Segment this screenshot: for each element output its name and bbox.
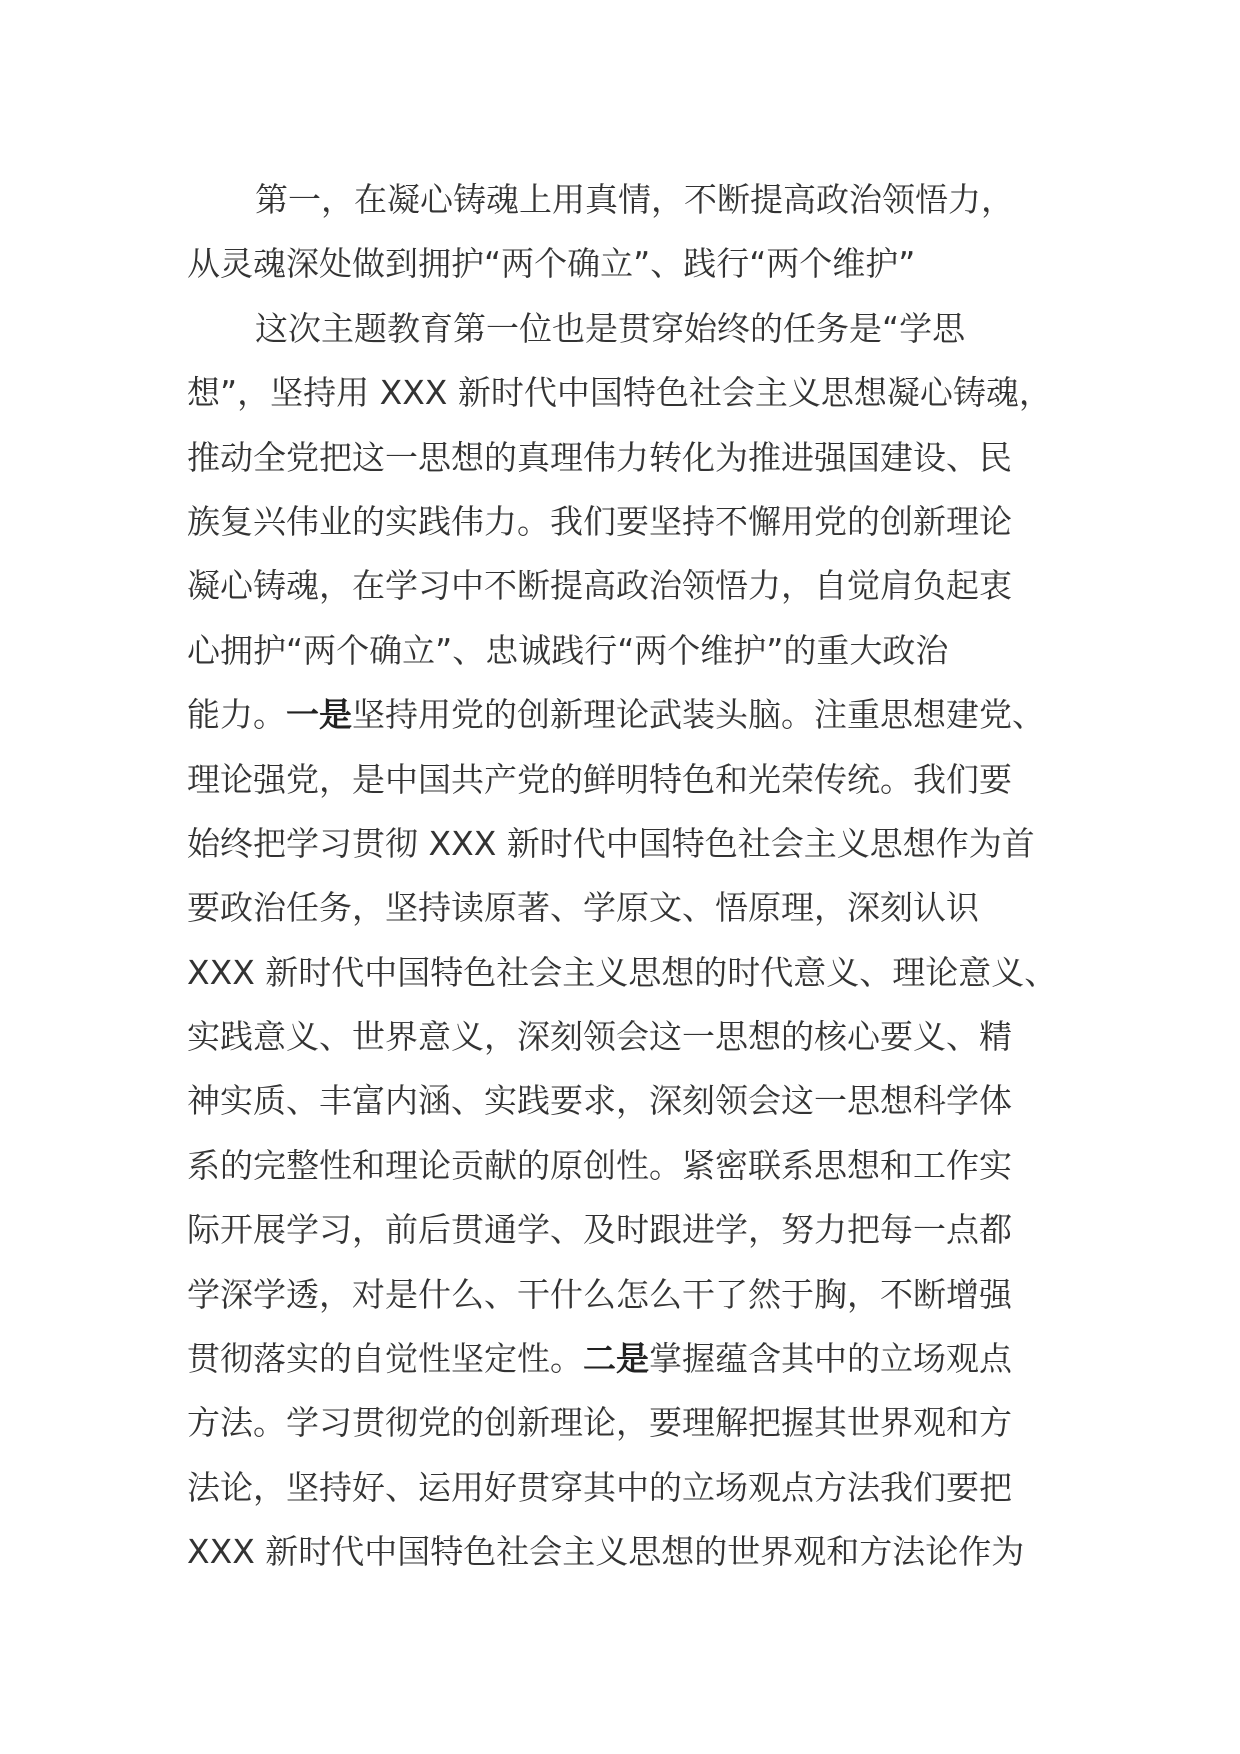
paragraph-line-1: 这次主题教育第一位也是贯穿始终的任务是“学思 (255, 308, 966, 348)
line-17-end: 掌握蕴含其中的立场观点 (649, 1339, 1012, 1379)
paragraph-line-9: 始终把学习贯彻 XXX 新时代中国特色社会主义思想作为首 (187, 823, 1035, 863)
heading-line-2: 从灵魂深处做到拥护“两个确立”、践行“两个维护” (187, 244, 916, 284)
paragraph-line-10: 要政治任务，坚持读原著、学原文、悟原理，深刻认识 (187, 888, 979, 928)
paragraph-line-15: 际开展学习，前后贯通学、及时跟进学，努力把每一点都 (187, 1210, 1012, 1250)
paragraph-line-11: XXX 新时代中国特色社会主义思想的时代意义、理论意义、 (187, 952, 1058, 992)
paragraph-line-16: 学深学透，对是什么、干什么怎么干了然于胸，不断增强 (187, 1274, 1012, 1314)
paragraph-line-13: 神实质、丰富内涵、实践要求，深刻领会这一思想科学体 (187, 1081, 1012, 1121)
document-text (187, 168, 1067, 1585)
point-one-marker: 一是 (286, 695, 352, 735)
heading-line-1: 第一，在凝心铸魂上用真情，不断提高政治领悟力， (255, 180, 1014, 219)
paragraph-line-17 (187, 1327, 1067, 1391)
line-7-start: 能力。 (187, 695, 286, 735)
line-7-end: 坚持用党的创新理论武装头脑。注重思想建党、 (352, 695, 1045, 735)
paragraph-line-6: 心拥护“两个确立”、忠诚践行“两个维护”的重大政治 (187, 630, 949, 670)
line-17-start: 贯彻落实的自觉性坚定性。 (187, 1339, 583, 1379)
paragraph-line-2: 想”，坚持用 XXX 新时代中国特色社会主义思想凝心铸魂， (187, 373, 1052, 413)
paragraph-line-12: 实践意义、世界意义，深刻领会这一思想的核心要义、精 (187, 1017, 1012, 1057)
paragraph-line-4: 族复兴伟业的实践伟力。我们要坚持不懈用党的创新理论 (187, 501, 1012, 541)
paragraph-line-8: 理论强党，是中国共产党的鲜明特色和光荣传统。我们要 (187, 759, 1012, 799)
paragraph-line-20: XXX 新时代中国特色社会主义思想的世界观和方法论作为 (187, 1532, 1025, 1572)
paragraph-line-14: 系的完整性和理论贡献的原创性。紧密联系思想和工作实 (187, 1145, 1012, 1185)
paragraph-line-3: 推动全党把这一思想的真理伟力转化为推进强国建设、民 (187, 437, 1012, 477)
paragraph-line-7 (187, 683, 1067, 747)
paragraph-line-18: 方法。学习贯彻党的创新理论，要理解把握其世界观和方 (187, 1403, 1012, 1443)
point-two-marker: 二是 (583, 1339, 649, 1379)
paragraph-line-19: 法论，坚持好、运用好贯穿其中的立场观点方法我们要把 (187, 1467, 1012, 1507)
paragraph-line-5: 凝心铸魂，在学习中不断提高政治领悟力，自觉肩负起衷 (187, 566, 1012, 606)
